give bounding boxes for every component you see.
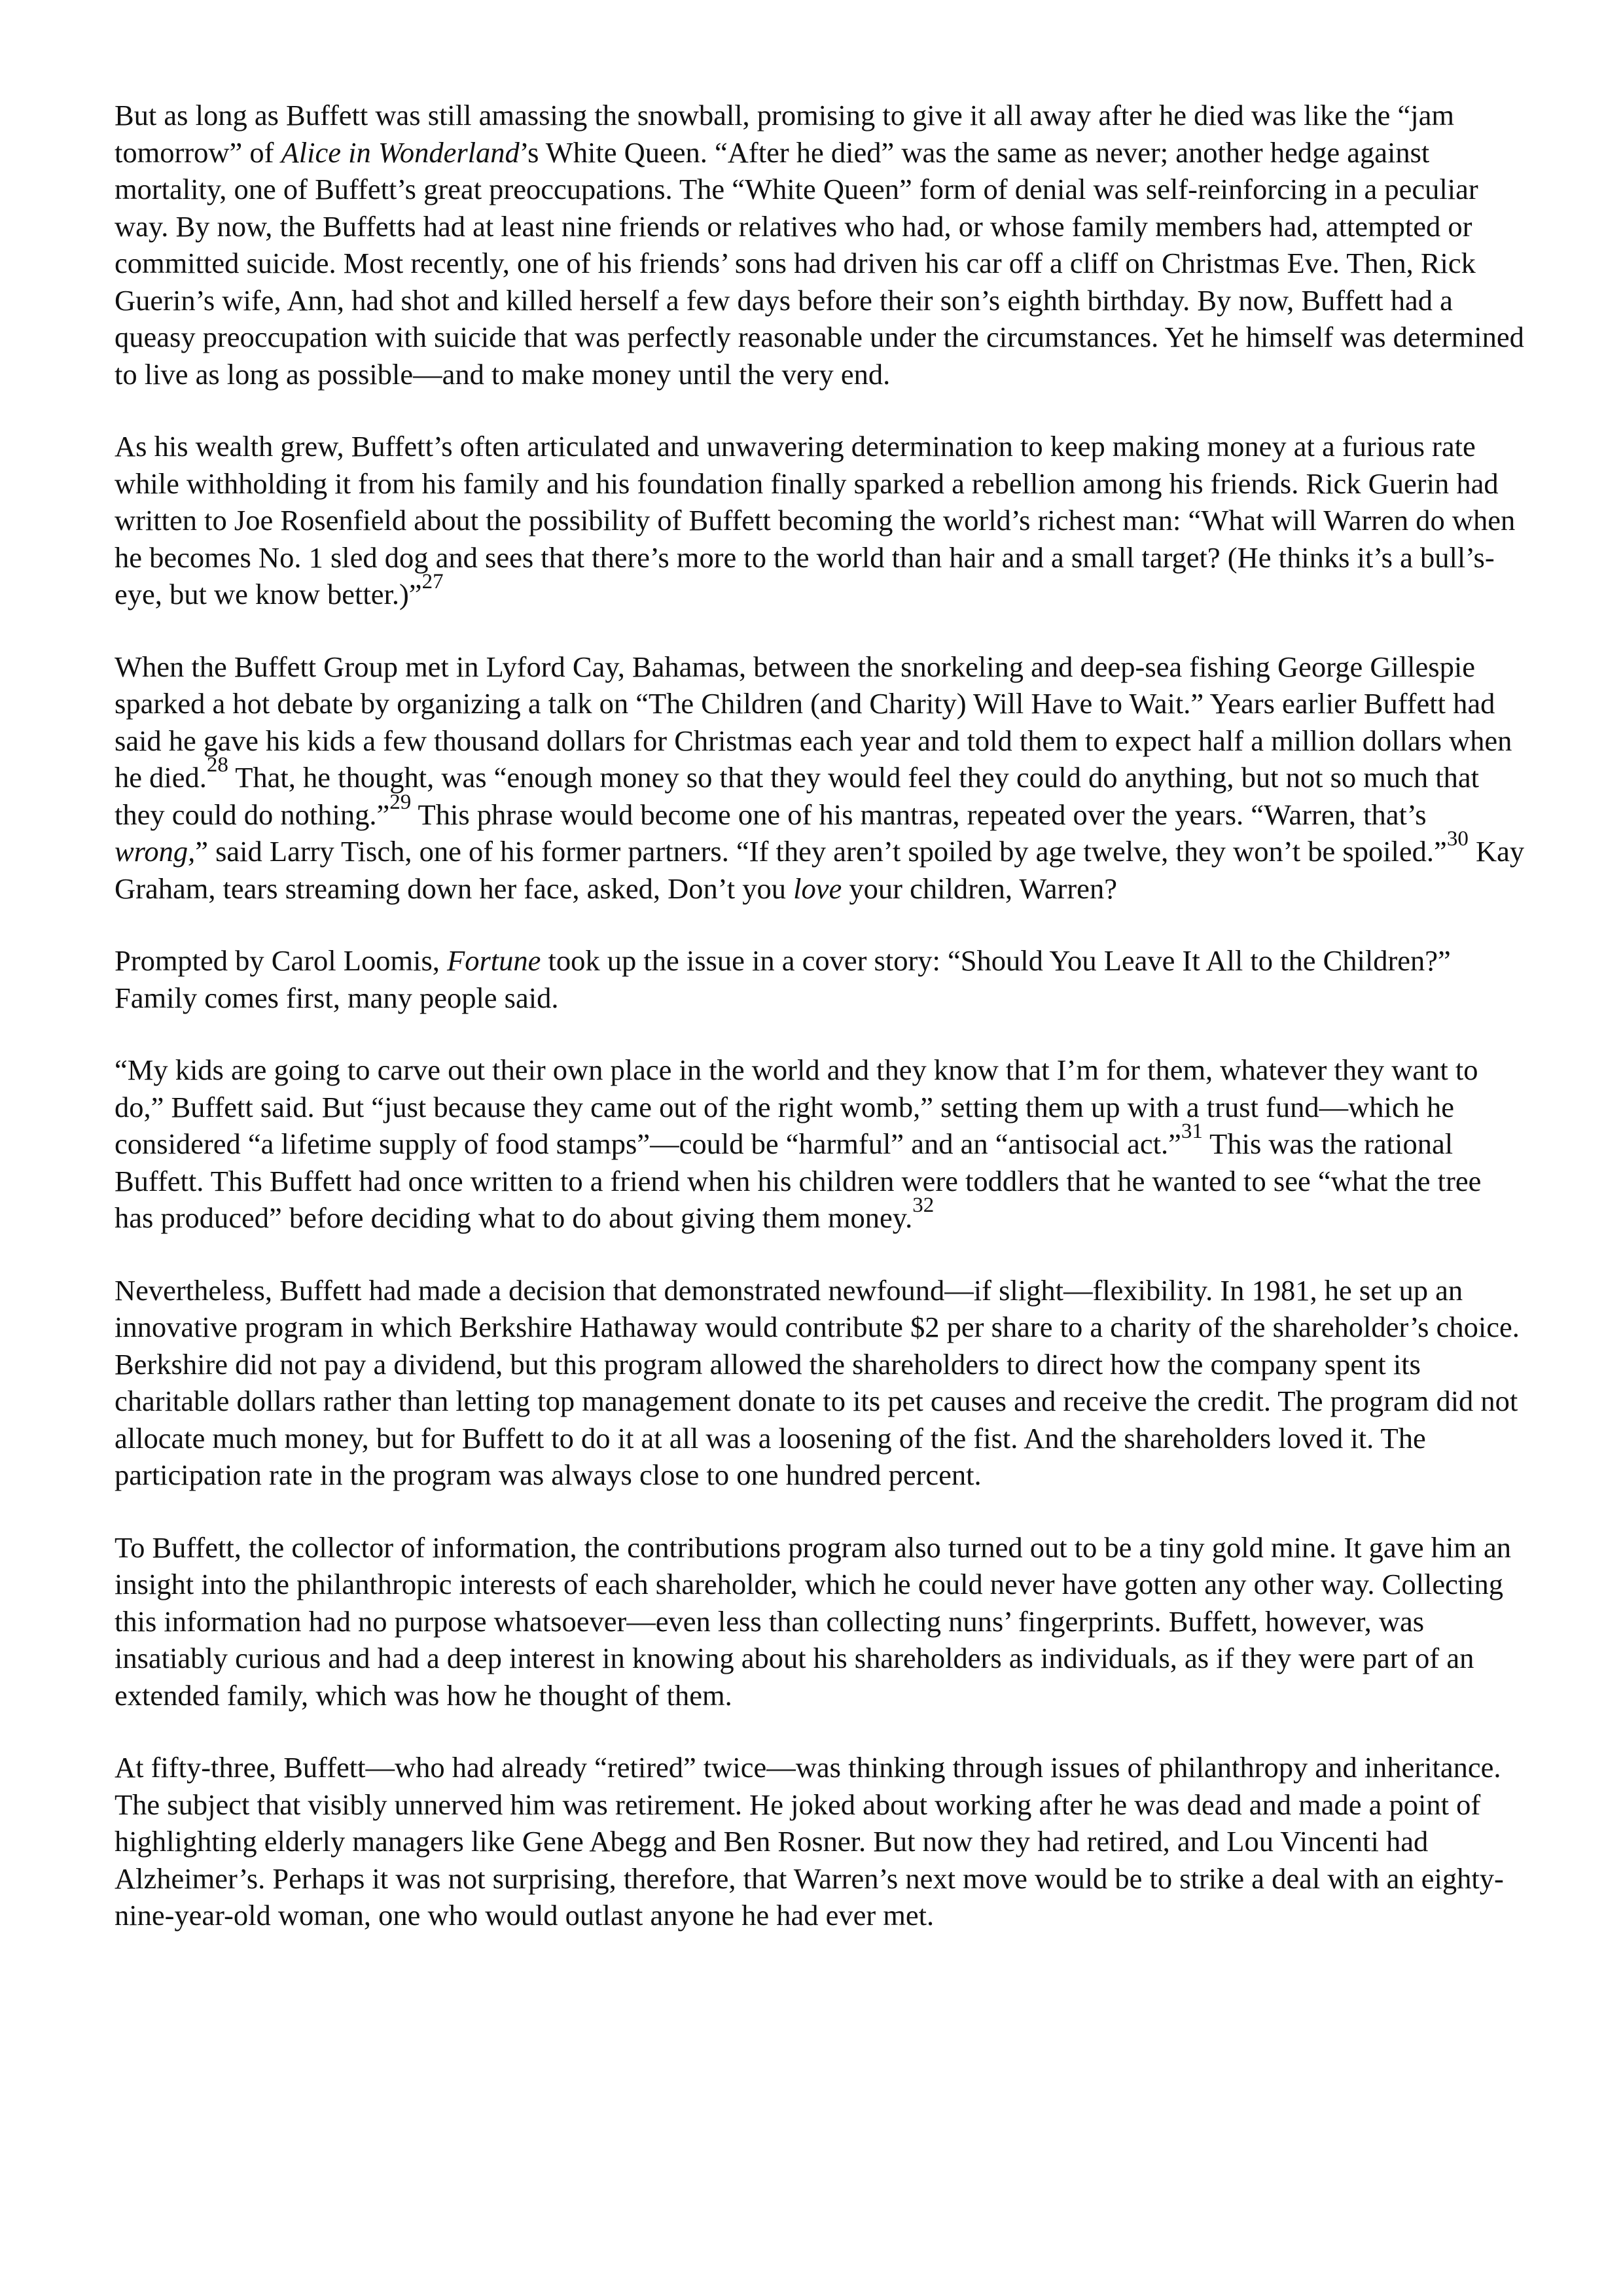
text-segment: “My kids are going to carve out their own place in the world and they know that I’m for them, whatever they want to do,” Buffett said. But “just because they came out of the right womb,” setting them up with a trust fund—which he considered “a lifetime supply of food stamps”—could be “harmful” and an “antisocial act.” — [115, 1053, 1478, 1160]
text-segment: This was the rational Buffett. This Buffett had once written to a friend when his children were toddlers that he wanted to see “what the tree has produced” before deciding what to do about giving them money. — [115, 1127, 1482, 1234]
footnote-ref: 27 — [421, 570, 444, 594]
text-segment: your children, Warren? — [842, 872, 1117, 905]
paragraph-8 — [115, 1749, 1525, 1934]
paragraph-4 — [115, 942, 1525, 1016]
paragraph-2 — [115, 428, 1525, 613]
italic-text: love — [793, 872, 842, 905]
text-segment: Prompted by Carol Loomis, — [115, 944, 448, 977]
footnote-ref: 30 — [1446, 827, 1469, 851]
italic-text: wrong, — [115, 835, 196, 868]
text-segment: When the Buffett Group met in Lyford Cay, Bahamas, between the snorkeling and deep-sea fishing George Gillespie sparked a hot debate by organizing a talk on “The Children (and Charity) Will Have to Wait.” Years earlier Buffett had said he gave his kids a few thousand dollars for Christmas each year and told them to expect half a million dollars when he died. — [115, 650, 1512, 794]
italic-text: Fortune — [447, 944, 541, 977]
text-segment: ” said Larry Tisch, one of his former partners. “If they aren’t spoiled by age twelve, they won’t be spoiled.” — [195, 835, 1447, 868]
text-segment: ’s White Queen. “After he died” was the same as never; another hedge against mortality, one of Buffett’s great preoccupations. The “White Queen” form of denial was self-reinforcing in a peculiar way. By now, the Buffetts had at least nine friends or relatives who had, or whose family members had, attempted or committed suicide. Most recently, one of his friends’ sons had driven his car off a cliff on Christmas Eve. Then, Rick Guerin’s wife, Ann, had shot and killed herself a few days before their son’s eighth birthday. By now, Buffett had a queasy preoccupation with suicide that was perfectly reasonable under the circumstances. Yet he himself was determined to live as long as possible—and to make money until the very end. — [115, 135, 1524, 391]
text-segment: At fifty-three, Buffett—who had already “retired” twice—was thinking through issues of philanthropy and inheritance. The subject that visibly unnerved him was retirement. He joked about working after he was dead and made a point of highlighting elderly managers like Gene Abegg and Ben Rosner. But now they had retired, and Lou Vincenti had Alzheimer’s. Perhaps it was not surprising, therefore, that Warren’s next move would be to strike a deal with an eighty-nine-year-old woman, one who would outlast anyone he had ever met. — [115, 1751, 1504, 1932]
text-segment: To Buffett, the collector of information, the contributions program also turned out to be a tiny gold mine. It gave him an insight into the philanthropic interests of each shareholder, which he could never have gotten any other way. Collecting this information had no purpose whatsoever—even less than collecting nuns’ fingerprints. Buffett, however, was insatiably curious and had a deep interest in knowing about his shareholders as individuals, as if they were part of an extended family, which was how he thought of them. — [115, 1530, 1512, 1712]
footnote-ref: 28 — [206, 753, 228, 777]
document-body — [115, 97, 1525, 1934]
text-segment: As his wealth grew, Buffett’s often articulated and unwavering determination to keep making money at a furious rate while withholding it from his family and his foundation finally sparked a rebellion among his friends. Rick Guerin had written to Joe Rosenfield about the possibility of Buffett becoming the world’s richest man: “What will Warren do when he becomes No. 1 sled dog and sees that there’s more to the world than hair and a small target? (He thinks it’s a bull’s-eye, but we know better.)” — [115, 430, 1516, 610]
footnote-ref: 29 — [389, 790, 412, 814]
paragraph-1 — [115, 97, 1525, 393]
paragraph-3 — [115, 648, 1525, 908]
paragraph-5 — [115, 1051, 1525, 1237]
text-segment: took up the issue in a cover story: “Should You Leave It All to the Children?” Family comes first, many people said. — [115, 944, 1451, 1014]
text-segment: Nevertheless, Buffett had made a decision that demonstrated newfound—if slight—flexibility. In 1981, he set up an innovative program in which Berkshire Hathaway would contribute $2 per share to a charity of the shareholder’s choice. Berkshire did not pay a dividend, but this program allowed the shareholders to direct how the company spent its charitable dollars rather than letting top management donate to its pet causes and receive the credit. The program did not allocate much money, but for Buffett to do it at all was a loosening of the fist. And the shareholders loved it. The participation rate in the program was always close to one hundred percent. — [115, 1273, 1520, 1491]
text-segment: But as long as Buffett was still amassing the snowball, promising to give it all away after he died was like the “jam tomorrow” of — [115, 99, 1454, 169]
footnote-ref: 32 — [912, 1193, 935, 1218]
text-segment: This phrase would become one of his mantras, repeated over the years. “Warren, that’s — [411, 798, 1427, 831]
paragraph-7 — [115, 1529, 1525, 1714]
footnote-ref: 31 — [1181, 1120, 1203, 1144]
paragraph-6 — [115, 1272, 1525, 1494]
text-segment: That, he thought, was “enough money so that they would feel they could do anything, but not so much that they could do nothing.” — [115, 761, 1479, 831]
text-segment: Kay Graham, tears streaming down her face, asked, Don’t you — [115, 835, 1525, 905]
italic-text: Alice in Wonderland — [281, 135, 520, 169]
